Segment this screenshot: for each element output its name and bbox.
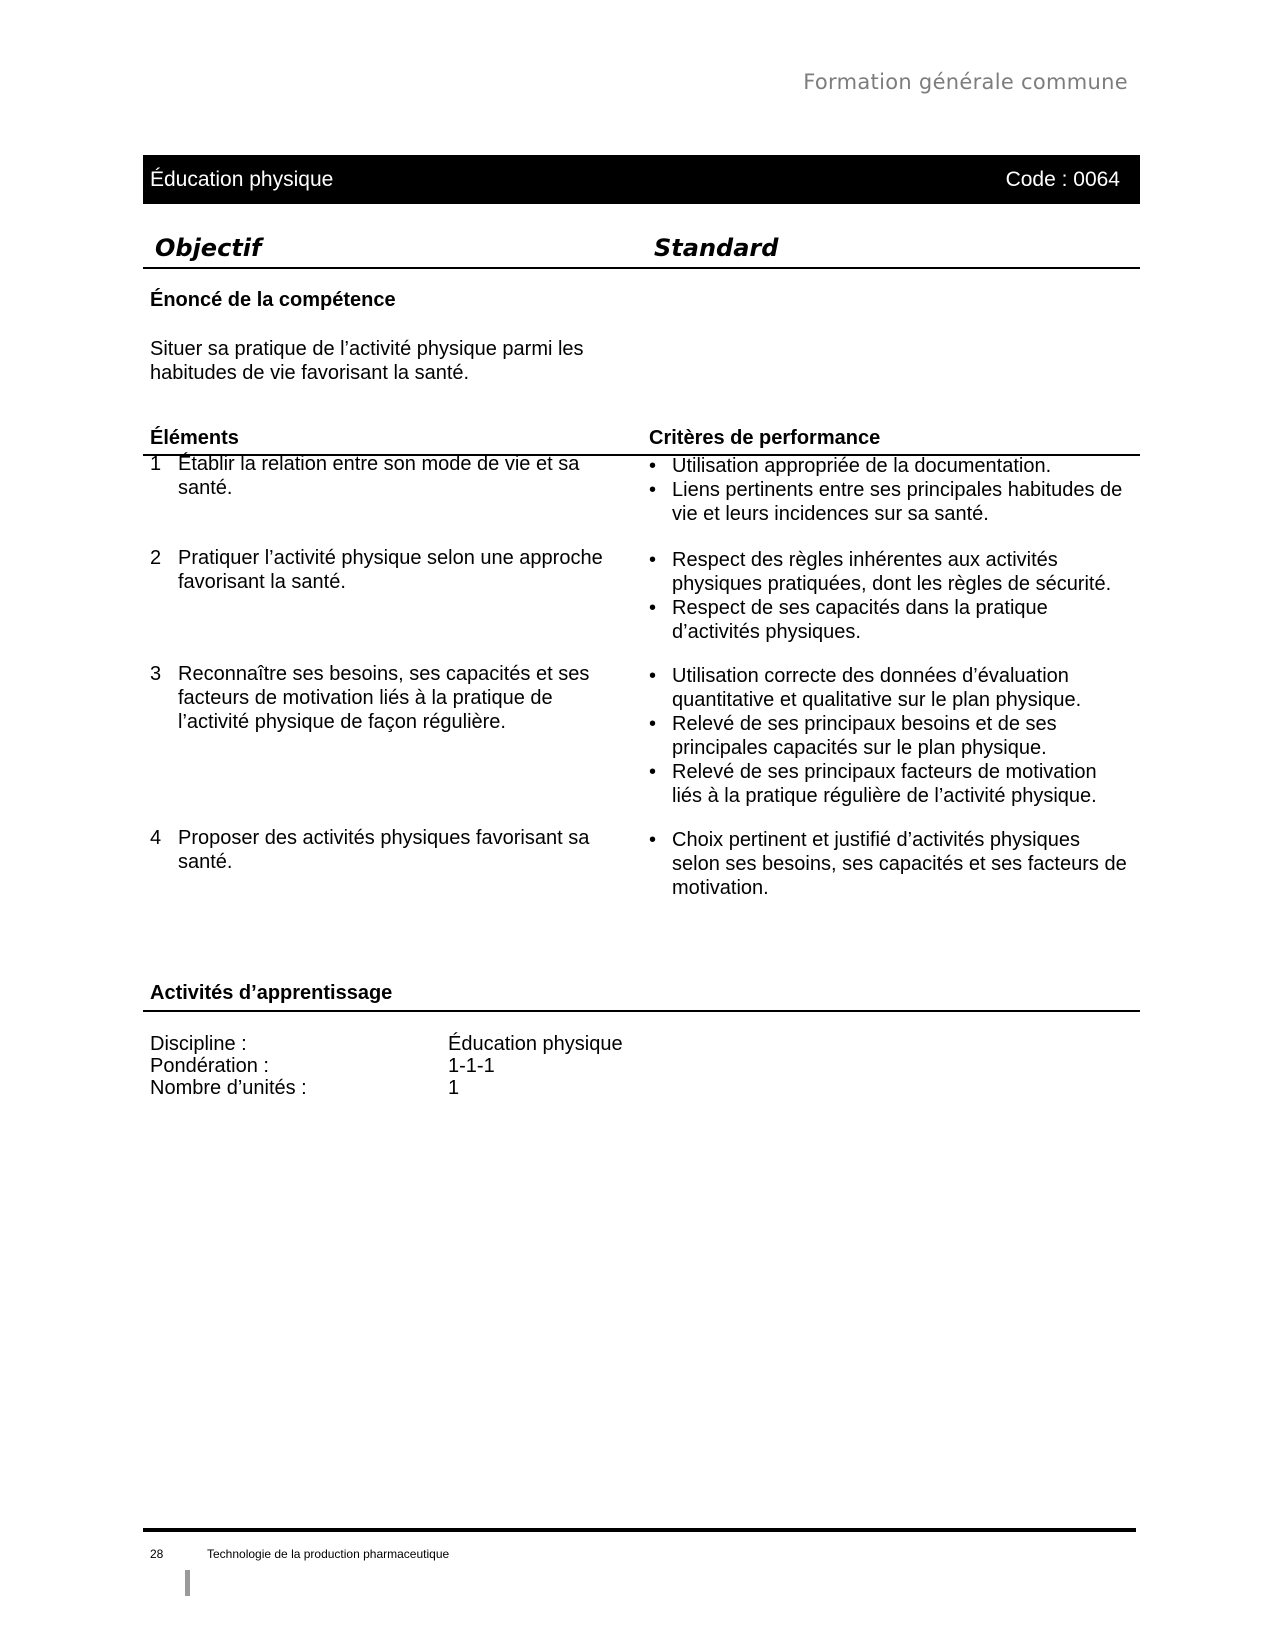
- criterion-item: • Utilisation appropriée de la documentation.: [649, 454, 1129, 478]
- running-header: Formation générale commune: [803, 70, 1128, 94]
- element-number: 2: [150, 547, 162, 569]
- activites-heading: Activités d’apprentissage: [150, 982, 393, 1004]
- activites-header: [143, 980, 1140, 1012]
- criterion-item: • Utilisation correcte des données d’évaluation quantitative et qualitative sur le plan physique.: [649, 664, 1129, 712]
- revision-bar: [185, 1570, 190, 1596]
- ponderation-value: 1-1-1: [448, 1055, 495, 1077]
- ponderation-label: Pondération :: [150, 1055, 269, 1077]
- elements-heading: Éléments: [150, 427, 239, 449]
- criteria-list: [649, 548, 1129, 644]
- criteria-list: [649, 454, 1129, 526]
- criterion-item: • Relevé de ses principaux facteurs de motivation liés à la pratique régulière de l’activité physique.: [649, 760, 1129, 808]
- objectif-heading: Objectif: [155, 234, 262, 262]
- footer-rule: [143, 1528, 1136, 1532]
- course-code: Code : 0064: [1005, 167, 1120, 191]
- criteria-list: [649, 664, 1129, 808]
- criterion-item: • Respect de ses capacités dans la pratique d’activités physiques.: [649, 596, 1129, 644]
- standard-heading: Standard: [654, 234, 779, 262]
- discipline-label: Discipline :: [150, 1033, 247, 1055]
- criterion-item: • Respect des règles inhérentes aux activités physiques pratiquées, dont les règles de sécurité.: [649, 548, 1129, 596]
- course-title-bar: [143, 155, 1140, 204]
- criteria-list: [649, 828, 1129, 900]
- page-number: 28: [150, 1547, 164, 1561]
- element-number: 4: [150, 827, 162, 849]
- element-number: 1: [150, 453, 162, 475]
- element-text: Établir la relation entre son mode de vie et sa santé.: [178, 453, 580, 499]
- criterion-item: • Liens pertinents entre ses principales habitudes de vie et leurs incidences sur sa santé.: [649, 478, 1129, 526]
- element-text: Proposer des activités physiques favorisant sa santé.: [178, 827, 590, 873]
- competence-heading: Énoncé de la compétence: [150, 289, 396, 311]
- criterion-item: • Choix pertinent et justifié d’activités physiques selon ses besoins, ses capacités et ses facteurs de motivation.: [649, 828, 1129, 900]
- criterion-item: • Relevé de ses principaux besoins et de ses principales capacités sur le plan physique.: [649, 712, 1129, 760]
- criteres-heading: Critères de performance: [649, 427, 881, 449]
- course-title: Éducation physique: [150, 167, 334, 191]
- footer-document-title: Technologie de la production pharmaceutique: [207, 1547, 450, 1561]
- competence-text: Situer sa pratique de l’activité physique parmi les habitudes de vie favorisant la santé.: [150, 338, 584, 384]
- element-text: Reconnaître ses besoins, ses capacités et ses facteurs de motivation liés à la pratique de l’activité physique de façon régulière.: [178, 663, 590, 733]
- column-headings: [143, 232, 1140, 269]
- element-number: 3: [150, 663, 162, 685]
- discipline-value: Éducation physique: [448, 1033, 623, 1055]
- unites-label: Nombre d’unités :: [150, 1077, 307, 1099]
- element-text: Pratiquer l’activité physique selon une approche favorisant la santé.: [178, 547, 603, 593]
- unites-value: 1: [448, 1077, 460, 1099]
